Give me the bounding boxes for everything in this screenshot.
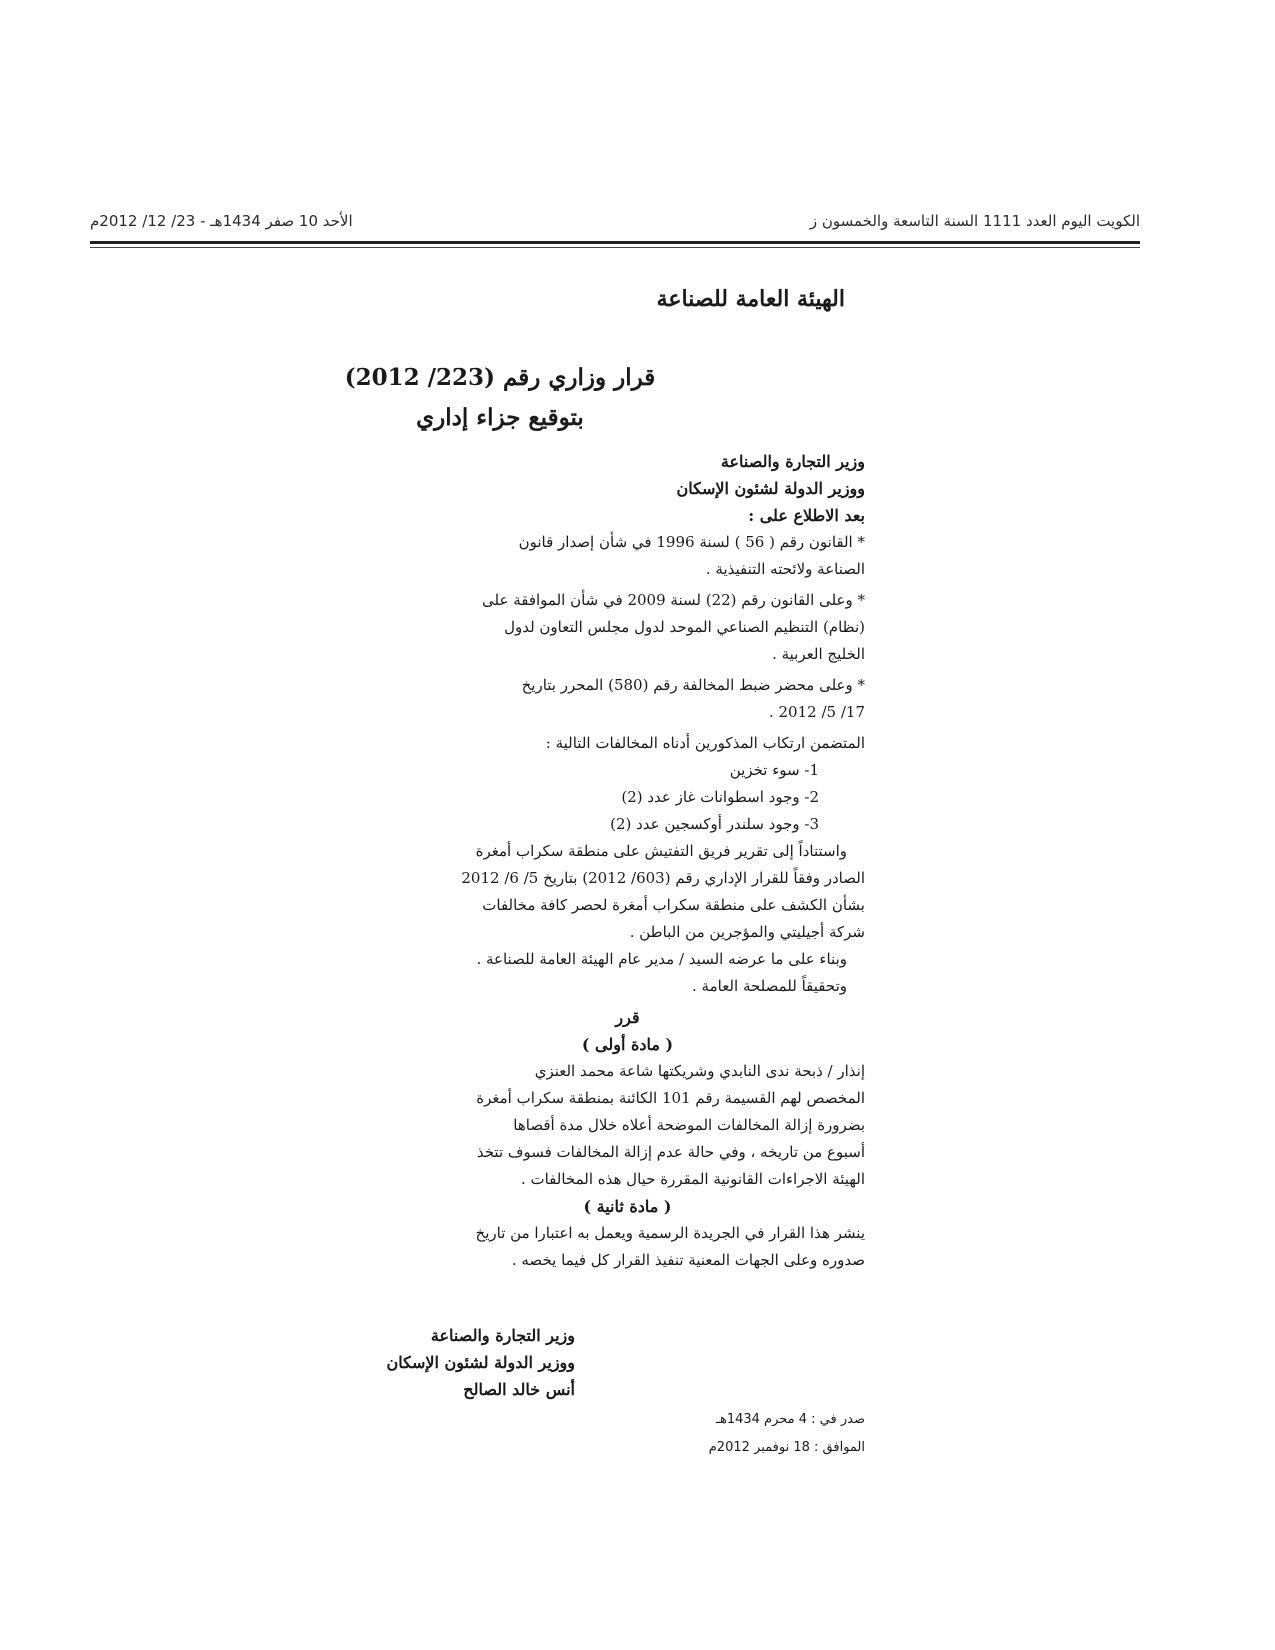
article-1-line-2: المخصص لهم القسيمة رقم 101 الكائنة بمنطقة سكراب أمغرة <box>476 1089 865 1107</box>
article-1-line-1: إنذار / ذبحة ندى النابدي وشريكتها شاعة محمد العنزي <box>534 1062 865 1080</box>
signatory-title-1: وزير التجارة والصناعة <box>430 1326 575 1345</box>
issuing-authority: الهيئة العامة للصناعة <box>656 286 845 312</box>
preamble-item-2-line-3: الخليج العربية . <box>772 645 865 663</box>
violation-item: 1- سوء تخزين <box>729 761 819 779</box>
article-1-heading: ( مادة أولى ) <box>581 1035 674 1054</box>
article-2-line-2: صدوره وعلى الجهات المعنية تنفيذ القرار كل فيما يخصه . <box>511 1251 865 1269</box>
signature-block <box>387 1322 576 1403</box>
preamble-item-3-line-2: 17/ 5/ 2012 . <box>768 703 865 721</box>
presented-by: وبناء على ما عرضه السيد / مدير عام الهيئة العامة للصناعة . <box>476 950 847 968</box>
decision-body <box>390 448 865 1274</box>
article-1-line-4: أسبوع من تاريخه ، وفي حالة عدم إزالة المخالفات فسوف تتخذ <box>476 1143 865 1161</box>
inspection-report-line-2: الصادر وفقاً للقرار الإداري رقم (603/ 2012) بتاريخ 5/ 6/ 2012 <box>461 869 865 887</box>
header-rule-thick <box>90 241 1140 244</box>
header-date: الأحد 10 صفر 1434هـ - 23/ 12/ 2012م <box>90 212 353 230</box>
header-publication-info: الكويت اليوم العدد 1111 السنة التاسعة والخمسون ز <box>809 212 1140 230</box>
issue-date-gregorian: الموافق : 18 نوفمبر 2012م <box>708 1440 865 1455</box>
preamble-item-2-line-1: * وعلى القانون رقم (22) لسنة 2009 في شأن الموافقة على <box>482 591 865 609</box>
public-interest: وتحقيقاً للمصلحة العامة . <box>692 977 847 995</box>
preamble-item-3-line-1: * وعلى محضر ضبط المخالفة رقم (580) المحرر بتاريخ <box>521 676 865 694</box>
signatory-title-2: ووزير الدولة لشئون الإسكان <box>386 1353 575 1372</box>
header-rule-thin <box>90 247 1140 248</box>
article-2-heading: ( مادة ثانية ) <box>583 1197 672 1216</box>
issue-date-block <box>709 1406 865 1462</box>
violations-intro: المتضمن ارتكاب المذكورين أدناه المخالفات التالية : <box>545 734 865 752</box>
inspection-report-line-3: بشأن الكشف على منطقة سكراب أمغرة لحصر كافة مخالفات <box>482 896 865 914</box>
inspection-report-line-1: واستناداً إلى تقرير فريق التفتيش على منطقة سكراب أمغرة <box>475 842 847 860</box>
decision-title: قرار وزاري رقم (223/ 2012) <box>344 364 656 391</box>
minister-title-2: ووزير الدولة لشئون الإسكان <box>676 479 865 498</box>
article-1-line-5: الهيئة الاجراءات القانونية المقررة حيال هذه المخالفات . <box>520 1170 865 1188</box>
inspection-report-line-4: شركة أجيليتي والمؤجرين من الباطن . <box>629 923 865 941</box>
minister-title-1: وزير التجارة والصناعة <box>720 452 865 471</box>
issue-date-hijri: صدر في : 4 محرم 1434هـ <box>716 1412 865 1427</box>
decision-subtitle: بتوقيع جزاء إداري <box>416 404 584 431</box>
running-header <box>90 208 1140 238</box>
decides-heading: قرر <box>615 1008 640 1027</box>
decision-title-block <box>300 358 700 438</box>
after-review-label: بعد الاطلاع على : <box>748 506 865 525</box>
preamble-item-2-line-2: (نظام) التنظيم الصناعي الموحد لدول مجلس التعاون لدول <box>504 618 865 636</box>
article-2-line-1: ينشر هذا القرار في الجريدة الرسمية ويعمل به اعتبارا من تاريخ <box>475 1224 865 1242</box>
preamble-item-1-line-1: * القانون رقم ( 56 ) لسنة 1996 في شأن إصدار قانون <box>518 533 865 551</box>
violation-item: 2- وجود اسطوانات غاز عدد (2) <box>621 788 819 806</box>
violation-item: 3- وجود سلندر أوكسجين عدد (2) <box>610 815 819 833</box>
preamble-item-1-line-2: الصناعة ولائحته التنفيذية . <box>705 560 865 578</box>
article-1-line-3: بضرورة إزالة المخالفات الموضحة أعلاه خلال مدة أقصاها <box>513 1116 865 1134</box>
signatory-name: أنس خالد الصالح <box>463 1380 575 1399</box>
